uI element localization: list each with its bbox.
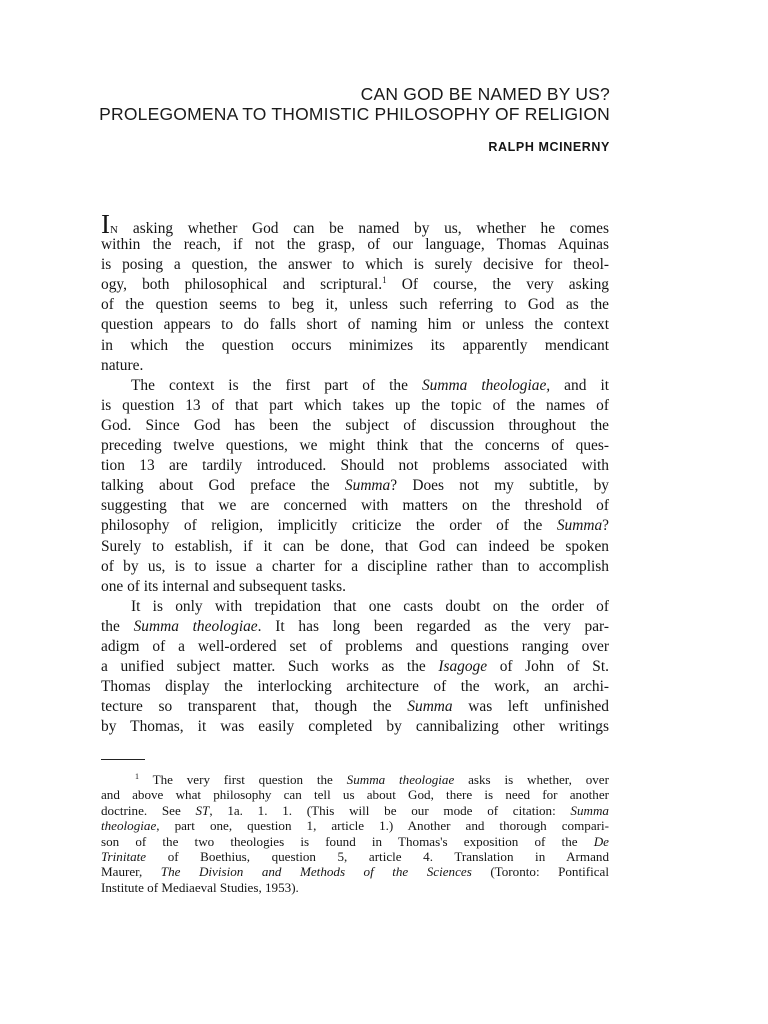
- body-line: is posing a question, the answer to which is surely decisive for theol-: [101, 256, 609, 274]
- body-line: [101, 476, 609, 496]
- article-title: CAN GOD BE NAMED BY US?: [360, 84, 610, 104]
- italic-title: Summa: [344, 477, 391, 495]
- footnote-line: and above what philosophy can tell us about God, there is need for another: [101, 787, 609, 803]
- footnote-line: Institute of Mediaeval Studies, 1953).: [101, 879, 299, 895]
- body-text: . It has long been regarded as the very par-: [257, 617, 610, 635]
- body-line: God. Since God has been the subject of discussion throughout the: [101, 416, 609, 434]
- body-text: Of course, the very asking: [386, 276, 609, 294]
- footnote-text: doctrine. See: [101, 802, 196, 818]
- article-body: [101, 209, 610, 737]
- footnote-line: [101, 849, 609, 864]
- body-line: within the reach, if not the grasp, of our language, Thomas Aquinas: [101, 236, 609, 254]
- body-line: [101, 275, 609, 295]
- body-line: of by us, is to issue a charter for a discipline rather than to accomplish: [101, 557, 609, 575]
- footnote-text: asks is whether, over: [454, 772, 609, 787]
- italic-title: theologiae: [101, 818, 157, 834]
- body-line: [101, 617, 609, 637]
- footnote-reference: 1: [382, 275, 387, 286]
- footnote: [101, 772, 609, 895]
- drop-cap: I: [101, 209, 110, 239]
- body-line: preceding twelve questions, we might think that the concerns of ques-: [101, 437, 609, 455]
- body-text: philosophy of religion, implicitly criticize the order of the: [101, 517, 557, 535]
- body-line: [101, 697, 609, 717]
- body-line: Thomas display the interlocking architecture of the work, an archi-: [101, 678, 609, 696]
- body-text: a unified subject matter. Such works as the: [101, 658, 439, 676]
- italic-title: Trinitate: [101, 848, 147, 864]
- body-line: tion 13 are tardily introduced. Should not problems associated with: [101, 457, 609, 475]
- body-line: It is only with trepidation that one casts doubt on the order of: [131, 597, 609, 615]
- footnote-text: of Boethius, question 5, article 4. Translation in Armand: [146, 848, 609, 864]
- body-text: tecture so transparent that, though the: [101, 698, 408, 716]
- body-text: ? Does not my subtitle, by: [390, 477, 609, 495]
- body-line: of the question seems to beg it, unless such referring to God as the: [101, 296, 609, 314]
- body-line: is question 13 of that part which takes up the topic of the names of: [101, 396, 609, 414]
- article-subtitle: PROLEGOMENA TO THOMISTIC PHILOSOPHY OF RELIGION: [99, 104, 610, 124]
- body-text: The context is the first part of the: [131, 376, 422, 394]
- footnote-text: , 1a. 1. 1. (This will be our mode of citation:: [209, 802, 571, 818]
- body-line: nature.: [101, 356, 144, 374]
- footnote-line: [101, 834, 609, 849]
- italic-title: Summa: [556, 517, 603, 535]
- italic-title: ST: [195, 802, 210, 818]
- body-text: was left unfinished: [452, 698, 609, 716]
- italic-title: Summa theologiae: [346, 772, 455, 787]
- footnote-text: (Toronto: Pontifical: [471, 864, 609, 880]
- italic-title: The Division and Methods of the Sciences: [160, 864, 472, 880]
- italic-title: Summa: [407, 698, 453, 716]
- italic-title: Summa theologiae,: [421, 376, 551, 394]
- small-cap-text: N: [110, 224, 119, 236]
- body-text: ogy, both philosophical and scriptural.: [101, 276, 383, 294]
- italic-title: Summa theologiae: [133, 617, 258, 635]
- body-line: Surely to establish, if it can be done, that God can indeed be spoken: [101, 537, 609, 555]
- body-line: suggesting that we are concerned with matters on the threshold of: [101, 497, 609, 515]
- footnote-mark: 1: [135, 772, 139, 781]
- body-line: [101, 657, 609, 677]
- italic-title: Summa: [570, 802, 609, 818]
- body-text: of John of St.: [487, 658, 609, 676]
- author-name: RALPH MCINERNY: [488, 140, 610, 154]
- footnote-text: Maurer,: [101, 864, 161, 880]
- italic-title: Isagoge: [438, 658, 488, 676]
- body-text: asking whether God can be named by us, whether he comes: [118, 220, 609, 237]
- body-line: one of its internal and subsequent tasks.: [101, 577, 346, 595]
- body-text: ?: [602, 517, 609, 535]
- footnote-text: The very first question the: [139, 772, 347, 787]
- body-line: [101, 376, 609, 396]
- body-line: question appears to do falls short of naming him or unless the context: [101, 316, 609, 334]
- footnote-line: [101, 772, 609, 787]
- body-line: in which the question occurs minimizes its apparently mendicant: [101, 336, 609, 354]
- body-line: [101, 516, 609, 536]
- footnote-line: [101, 818, 609, 833]
- body-line: adigm of a well-ordered set of problems and questions ranging over: [101, 637, 609, 655]
- body-text: and it: [550, 376, 609, 394]
- footnote-rule: [101, 759, 145, 760]
- footnote-line: [101, 803, 609, 818]
- footnote-line: [101, 864, 609, 879]
- body-line: by Thomas, it was easily completed by cannibalizing other writings: [101, 718, 609, 736]
- body-line: [101, 209, 609, 239]
- footnote-text: son of the two theologies is found in Thomas's exposition of the: [101, 833, 594, 849]
- body-text: talking about God preface the: [101, 477, 345, 495]
- italic-title: De: [593, 833, 609, 849]
- body-text: the: [101, 617, 134, 635]
- footnote-text: , part one, question 1, article 1.) Another and thorough compari-: [156, 818, 609, 834]
